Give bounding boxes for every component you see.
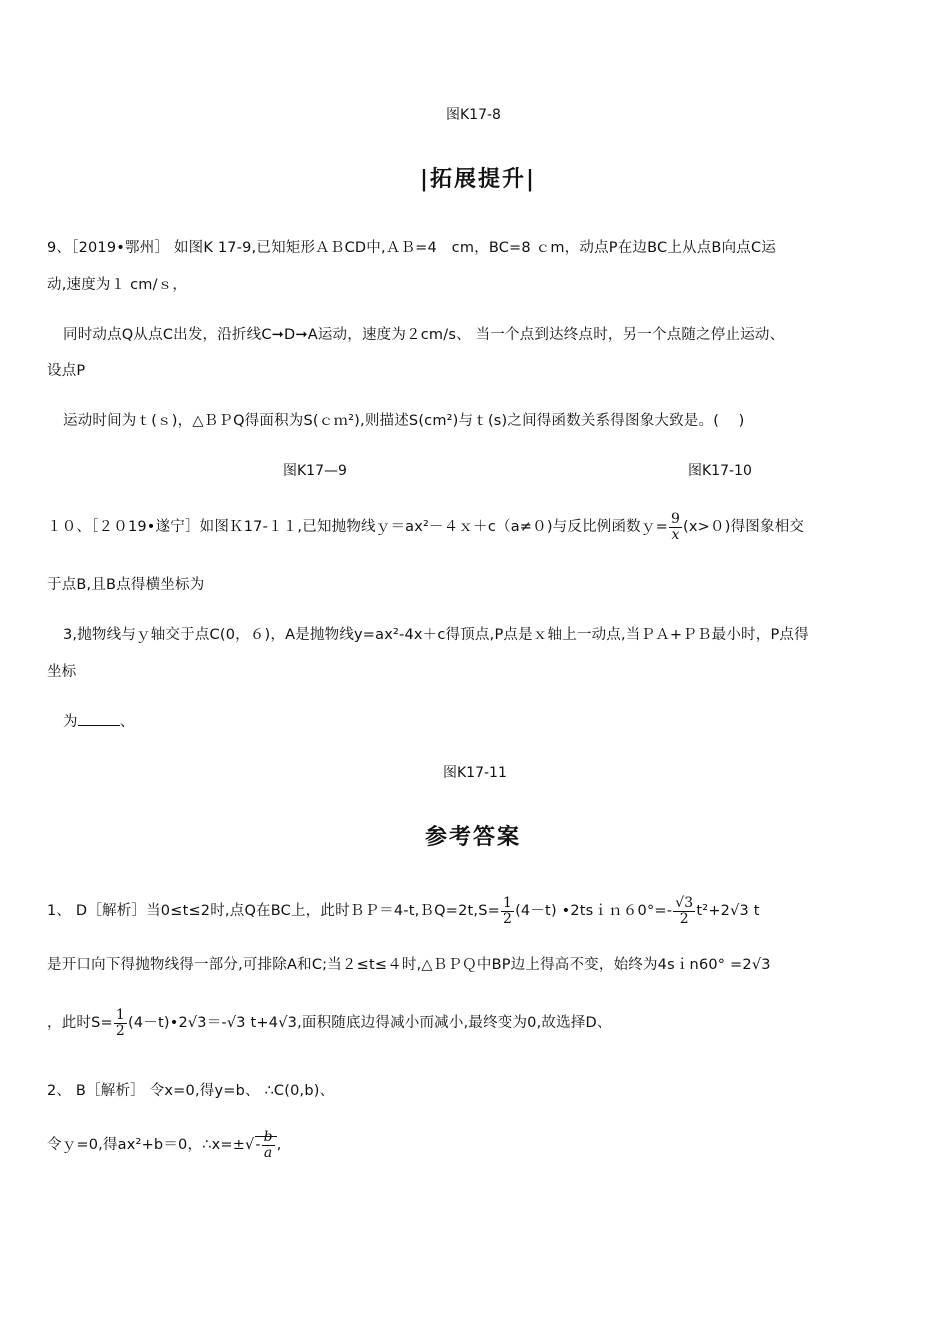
figure-caption-k17-9: 图K17—9	[283, 463, 347, 479]
answer-2-line-2-text: 令ｙ=0,得ax²+b＝0，∴x=±	[47, 1137, 246, 1154]
q10-line-1-tail: (x>０)得图象相交	[683, 519, 805, 536]
fraction-denominator: 2	[502, 910, 513, 927]
q9-line-3: 同时动点Q从点C出发，沿折线C➞D➞A运动，速度为２cm/s、 当一个点到达终点时，另一个点随之停止运动、	[63, 327, 785, 343]
fraction-denominator: 2	[115, 1022, 125, 1039]
fraction-one-half	[114, 1008, 127, 1038]
fraction-numerator: b	[263, 1129, 273, 1145]
q9-line-4: 设点P	[47, 363, 86, 379]
fraction-b-over-a	[262, 1130, 275, 1160]
radical-sign: √	[245, 1137, 255, 1154]
fraction-9-over-x	[669, 512, 682, 542]
q10-line-5-tail: 、	[119, 714, 135, 730]
figure-caption-k17-11: 图K17-11	[443, 765, 507, 781]
q10-line-4: 坐标	[47, 664, 77, 680]
section-heading-extend: |拓展提升|	[420, 166, 537, 192]
q10-line-1	[47, 512, 804, 542]
fraction-denominator: x	[671, 526, 680, 543]
fraction-numerator: √3	[675, 895, 694, 911]
q10-line-3: 3,抛物线与ｙ轴交于点C(0，６)，A是抛物线y=ax²-4x＋c得顶点,P点是ｘ轴上一动点,当ＰＡ+ＰＢ最小时，P点得	[63, 627, 809, 643]
square-root-expression	[245, 1130, 277, 1160]
q10-line-2: 于点B,且B点得横坐标为	[47, 577, 205, 593]
fraction-numerator: 9	[670, 511, 681, 527]
answer-2-line-2-tail: ,	[276, 1137, 282, 1154]
fraction-numerator: 1	[115, 1007, 125, 1023]
fraction-one-half	[501, 896, 514, 926]
fraction-denominator: 2	[679, 910, 689, 927]
answer-blank	[78, 713, 120, 726]
answer-1-line-1	[47, 896, 760, 926]
q10-line-5-text: 为	[63, 714, 78, 730]
answer-1-line-3	[47, 1008, 612, 1038]
fraction-numerator: 1	[502, 895, 513, 911]
answer-1-line-2: 是开口向下得抛物线得一部分,可排除A和C;当２≤t≤４时,△ＢＰＱ中BP边上得高不变，始终为4sｉn60° =2√3	[47, 957, 771, 973]
answer-2-line-2	[47, 1130, 282, 1160]
q10-line-1-text: １０、［２０19•遂宁］如图Ｋ17-１１,已知抛物线ｙ＝ax²－４ｘ＋c（a≠０)与反比例函数ｙ=	[47, 519, 668, 536]
answer-1-line-1-tail: t²+2√3 t	[696, 903, 760, 920]
q9-line-1: 9、［2019•鄂州］ 如图K 17-9,已知矩形ＡＢCD中,ＡＢ=4 cm，BC=8 ｃm，动点P在边BC上从点B向点C运	[47, 240, 777, 256]
section-heading-answers: 参考答案	[425, 824, 522, 850]
answer-1-line-3-text: ，此时S=	[47, 1015, 113, 1032]
fraction-sqrt3-over-2	[673, 896, 695, 926]
fraction-denominator: a	[263, 1144, 273, 1161]
answer-2-line-1: 2、 B［解析］ 令x=0,得y=b、 ∴C(0,b)、	[47, 1083, 335, 1099]
answer-1-line-1-text: 1、 D［解析］当0≤t≤2时,点Q在BC上，此时ＢＰ＝4-t,ＢQ=2t,S=	[47, 903, 500, 920]
figure-caption-k17-8: 图K17-8	[446, 107, 501, 123]
radicand: - $\frac{b}{a}$	[255, 1136, 277, 1153]
answer-1-line-1-mid: (4－t) •2tsｉｎ６0°=-	[515, 903, 673, 920]
figure-caption-k17-10: 图K17-10	[688, 463, 752, 479]
q9-line-5: 运动时间为ｔ(ｓ)，△ＢＰQ得面积为S(ｃｍ²),则描述S(cm²)与ｔ(s)之间得函数关系得图象大致是。( )	[63, 413, 745, 429]
q9-line-2: 动,速度为１ cm/ｓ，	[47, 277, 188, 293]
answer-1-line-3-tail: (4－t)•2√3＝-√3 t+4√3,面积随底边得减小而减小,最终变为0,故选择D、	[127, 1015, 612, 1032]
q10-line-5	[63, 710, 134, 731]
